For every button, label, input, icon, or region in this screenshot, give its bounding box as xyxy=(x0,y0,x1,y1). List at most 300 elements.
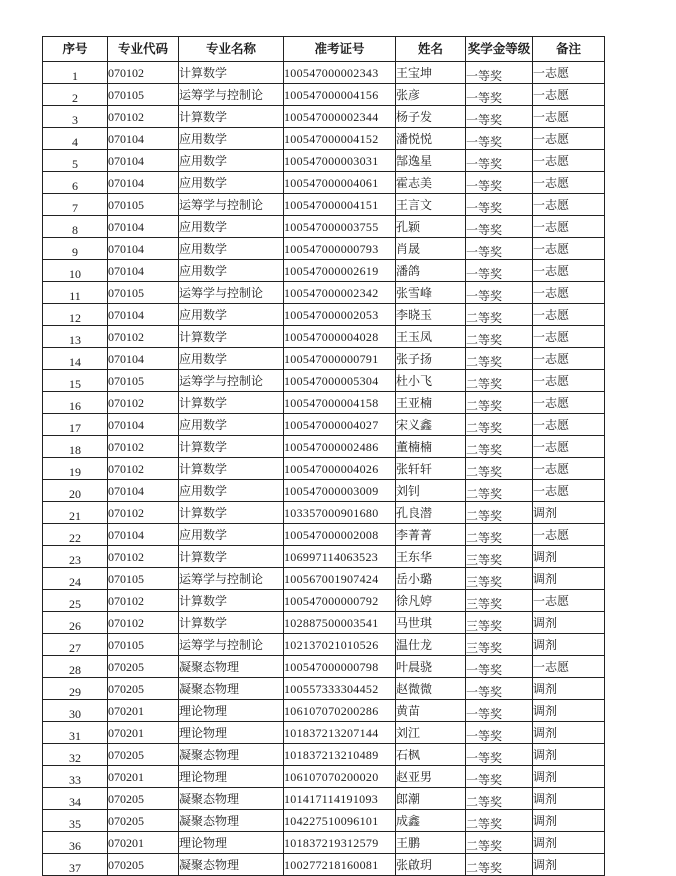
cell-code: 070104 xyxy=(108,480,179,502)
cell-name: 马世琪 xyxy=(396,612,466,634)
table-row xyxy=(43,106,605,128)
cell-remark: 一志愿 xyxy=(533,370,605,392)
cell-index: 8 xyxy=(43,216,108,238)
cell-code: 070102 xyxy=(108,612,179,634)
cell-scholarship: 二等奖 xyxy=(466,458,533,480)
cell-major: 应用数学 xyxy=(179,348,284,370)
table-row xyxy=(43,788,605,810)
table-row xyxy=(43,84,605,106)
cell-name: 王鹏 xyxy=(396,832,466,854)
cell-name: 郎潮 xyxy=(396,788,466,810)
cell-code: 070201 xyxy=(108,722,179,744)
cell-index: 22 xyxy=(43,524,108,546)
cell-code: 070104 xyxy=(108,150,179,172)
cell-exam-no: 100547000004152 xyxy=(284,128,396,150)
cell-name: 石枫 xyxy=(396,744,466,766)
cell-scholarship: 一等奖 xyxy=(466,656,533,678)
cell-major: 应用数学 xyxy=(179,150,284,172)
cell-scholarship: 一等奖 xyxy=(466,84,533,106)
cell-major: 应用数学 xyxy=(179,480,284,502)
cell-code: 070201 xyxy=(108,700,179,722)
cell-code: 070205 xyxy=(108,788,179,810)
cell-exam-no: 100547000003755 xyxy=(284,216,396,238)
cell-scholarship: 一等奖 xyxy=(466,194,533,216)
cell-scholarship: 三等奖 xyxy=(466,590,533,612)
table-row xyxy=(43,194,605,216)
cell-code: 070205 xyxy=(108,810,179,832)
cell-exam-no: 100547000002343 xyxy=(284,62,396,84)
cell-name: 成鑫 xyxy=(396,810,466,832)
cell-remark: 调剂 xyxy=(533,678,605,700)
cell-index: 3 xyxy=(43,106,108,128)
table-row xyxy=(43,128,605,150)
cell-remark: 一志愿 xyxy=(533,436,605,458)
cell-scholarship: 二等奖 xyxy=(466,348,533,370)
table-row xyxy=(43,150,605,172)
cell-major: 应用数学 xyxy=(179,172,284,194)
cell-remark: 一志愿 xyxy=(533,656,605,678)
cell-name: 宋义鑫 xyxy=(396,414,466,436)
cell-exam-no: 104227510096101 xyxy=(284,810,396,832)
cell-major: 理论物理 xyxy=(179,722,284,744)
cell-name: 潘鸽 xyxy=(396,260,466,282)
table-row xyxy=(43,392,605,414)
cell-scholarship: 二等奖 xyxy=(466,854,533,876)
cell-code: 070104 xyxy=(108,128,179,150)
cell-code: 070102 xyxy=(108,392,179,414)
cell-major: 运筹学与控制论 xyxy=(179,634,284,656)
cell-major: 理论物理 xyxy=(179,700,284,722)
cell-code: 070201 xyxy=(108,832,179,854)
cell-exam-no: 100547000002053 xyxy=(284,304,396,326)
table-row xyxy=(43,722,605,744)
cell-scholarship: 一等奖 xyxy=(466,106,533,128)
cell-remark: 一志愿 xyxy=(533,150,605,172)
cell-name: 肖晟 xyxy=(396,238,466,260)
table-row xyxy=(43,370,605,392)
cell-exam-no: 100547000004156 xyxy=(284,84,396,106)
cell-index: 15 xyxy=(43,370,108,392)
table-body xyxy=(43,62,605,876)
cell-major: 运筹学与控制论 xyxy=(179,84,284,106)
cell-index: 1 xyxy=(43,62,108,84)
table-row xyxy=(43,524,605,546)
cell-remark: 调剂 xyxy=(533,546,605,568)
cell-scholarship: 一等奖 xyxy=(466,150,533,172)
cell-name: 张子扬 xyxy=(396,348,466,370)
cell-exam-no: 100547000000792 xyxy=(284,590,396,612)
table-row xyxy=(43,480,605,502)
cell-remark: 一志愿 xyxy=(533,128,605,150)
cell-major: 计算数学 xyxy=(179,458,284,480)
header-exam_no: 准考证号 xyxy=(284,37,396,62)
cell-exam-no: 100547000000798 xyxy=(284,656,396,678)
cell-index: 7 xyxy=(43,194,108,216)
table-row xyxy=(43,282,605,304)
cell-exam-no: 106997114063523 xyxy=(284,546,396,568)
cell-exam-no: 102887500003541 xyxy=(284,612,396,634)
cell-index: 21 xyxy=(43,502,108,524)
cell-name: 潘悦悦 xyxy=(396,128,466,150)
cell-code: 070102 xyxy=(108,106,179,128)
cell-major: 凝聚态物理 xyxy=(179,854,284,876)
cell-name: 徐凡婷 xyxy=(396,590,466,612)
cell-scholarship: 二等奖 xyxy=(466,414,533,436)
cell-index: 37 xyxy=(43,854,108,876)
cell-major: 运筹学与控制论 xyxy=(179,568,284,590)
cell-name: 孔颖 xyxy=(396,216,466,238)
cell-exam-no: 100547000004028 xyxy=(284,326,396,348)
cell-scholarship: 二等奖 xyxy=(466,304,533,326)
cell-index: 32 xyxy=(43,744,108,766)
cell-scholarship: 一等奖 xyxy=(466,722,533,744)
cell-index: 4 xyxy=(43,128,108,150)
cell-code: 070205 xyxy=(108,678,179,700)
cell-name: 黄苗 xyxy=(396,700,466,722)
cell-exam-no: 100547000004158 xyxy=(284,392,396,414)
cell-remark: 一志愿 xyxy=(533,282,605,304)
cell-remark: 调剂 xyxy=(533,810,605,832)
cell-index: 13 xyxy=(43,326,108,348)
cell-exam-no: 101837213210489 xyxy=(284,744,396,766)
cell-name: 温仕龙 xyxy=(396,634,466,656)
cell-remark: 调剂 xyxy=(533,700,605,722)
table-row xyxy=(43,216,605,238)
cell-exam-no: 106107070200020 xyxy=(284,766,396,788)
table-row xyxy=(43,458,605,480)
cell-remark: 一志愿 xyxy=(533,194,605,216)
cell-major: 理论物理 xyxy=(179,766,284,788)
cell-exam-no: 100547000004027 xyxy=(284,414,396,436)
cell-name: 王言文 xyxy=(396,194,466,216)
cell-remark: 一志愿 xyxy=(533,458,605,480)
cell-name: 王东华 xyxy=(396,546,466,568)
cell-name: 张雪峰 xyxy=(396,282,466,304)
cell-scholarship: 二等奖 xyxy=(466,832,533,854)
table-row xyxy=(43,612,605,634)
cell-exam-no: 106107070200286 xyxy=(284,700,396,722)
cell-remark: 一志愿 xyxy=(533,84,605,106)
cell-major: 计算数学 xyxy=(179,106,284,128)
cell-code: 070104 xyxy=(108,260,179,282)
cell-index: 9 xyxy=(43,238,108,260)
cell-code: 070102 xyxy=(108,326,179,348)
cell-code: 070105 xyxy=(108,282,179,304)
cell-index: 23 xyxy=(43,546,108,568)
cell-exam-no: 101837213207144 xyxy=(284,722,396,744)
cell-index: 34 xyxy=(43,788,108,810)
cell-remark: 一志愿 xyxy=(533,326,605,348)
scholarship-roster-table xyxy=(42,36,605,876)
cell-index: 10 xyxy=(43,260,108,282)
cell-exam-no: 100547000000793 xyxy=(284,238,396,260)
cell-exam-no: 100547000002342 xyxy=(284,282,396,304)
table-row xyxy=(43,656,605,678)
cell-scholarship: 二等奖 xyxy=(466,810,533,832)
header-code: 专业代码 xyxy=(108,37,179,62)
cell-scholarship: 三等奖 xyxy=(466,568,533,590)
table-row xyxy=(43,744,605,766)
cell-scholarship: 一等奖 xyxy=(466,744,533,766)
table-row xyxy=(43,568,605,590)
cell-major: 运筹学与控制论 xyxy=(179,282,284,304)
header-remark: 备注 xyxy=(533,37,605,62)
cell-index: 14 xyxy=(43,348,108,370)
cell-scholarship: 一等奖 xyxy=(466,238,533,260)
cell-index: 36 xyxy=(43,832,108,854)
cell-major: 理论物理 xyxy=(179,832,284,854)
cell-exam-no: 100547000003009 xyxy=(284,480,396,502)
cell-major: 计算数学 xyxy=(179,326,284,348)
table-row xyxy=(43,172,605,194)
cell-name: 杨子发 xyxy=(396,106,466,128)
cell-name: 李菁菁 xyxy=(396,524,466,546)
cell-remark: 一志愿 xyxy=(533,62,605,84)
cell-exam-no: 100277218160081 xyxy=(284,854,396,876)
cell-remark: 一志愿 xyxy=(533,524,605,546)
cell-scholarship: 一等奖 xyxy=(466,678,533,700)
cell-name: 赵亚男 xyxy=(396,766,466,788)
cell-name: 董楠楠 xyxy=(396,436,466,458)
cell-scholarship: 二等奖 xyxy=(466,502,533,524)
cell-remark: 调剂 xyxy=(533,722,605,744)
table-row xyxy=(43,326,605,348)
cell-index: 5 xyxy=(43,150,108,172)
cell-exam-no: 100557333304452 xyxy=(284,678,396,700)
cell-exam-no: 101837219312579 xyxy=(284,832,396,854)
cell-scholarship: 二等奖 xyxy=(466,788,533,810)
cell-index: 30 xyxy=(43,700,108,722)
cell-scholarship: 一等奖 xyxy=(466,766,533,788)
cell-scholarship: 一等奖 xyxy=(466,260,533,282)
header-row xyxy=(43,37,605,62)
table-row xyxy=(43,854,605,876)
cell-major: 计算数学 xyxy=(179,546,284,568)
cell-exam-no: 100547000002344 xyxy=(284,106,396,128)
cell-code: 070102 xyxy=(108,62,179,84)
cell-major: 应用数学 xyxy=(179,304,284,326)
cell-major: 计算数学 xyxy=(179,502,284,524)
cell-scholarship: 三等奖 xyxy=(466,612,533,634)
cell-code: 070105 xyxy=(108,568,179,590)
cell-index: 6 xyxy=(43,172,108,194)
cell-exam-no: 100547000005304 xyxy=(284,370,396,392)
cell-code: 070102 xyxy=(108,590,179,612)
cell-remark: 调剂 xyxy=(533,568,605,590)
cell-index: 26 xyxy=(43,612,108,634)
cell-name: 张轩轩 xyxy=(396,458,466,480)
cell-index: 20 xyxy=(43,480,108,502)
cell-index: 17 xyxy=(43,414,108,436)
cell-exam-no: 100547000002619 xyxy=(284,260,396,282)
cell-exam-no: 100547000004026 xyxy=(284,458,396,480)
cell-name: 刘江 xyxy=(396,722,466,744)
cell-index: 2 xyxy=(43,84,108,106)
cell-major: 计算数学 xyxy=(179,392,284,414)
cell-major: 应用数学 xyxy=(179,238,284,260)
cell-major: 运筹学与控制论 xyxy=(179,370,284,392)
cell-code: 070104 xyxy=(108,216,179,238)
cell-remark: 一志愿 xyxy=(533,480,605,502)
cell-index: 28 xyxy=(43,656,108,678)
cell-remark: 一志愿 xyxy=(533,414,605,436)
cell-exam-no: 100547000002486 xyxy=(284,436,396,458)
cell-index: 31 xyxy=(43,722,108,744)
cell-index: 19 xyxy=(43,458,108,480)
cell-scholarship: 二等奖 xyxy=(466,326,533,348)
cell-remark: 调剂 xyxy=(533,634,605,656)
cell-index: 16 xyxy=(43,392,108,414)
cell-remark: 一志愿 xyxy=(533,392,605,414)
cell-remark: 一志愿 xyxy=(533,106,605,128)
cell-exam-no: 101417114191093 xyxy=(284,788,396,810)
cell-code: 070104 xyxy=(108,524,179,546)
cell-remark: 调剂 xyxy=(533,766,605,788)
cell-name: 张彦 xyxy=(396,84,466,106)
cell-exam-no: 100547000004151 xyxy=(284,194,396,216)
table-row xyxy=(43,832,605,854)
cell-exam-no: 100567001907424 xyxy=(284,568,396,590)
cell-code: 070104 xyxy=(108,304,179,326)
cell-code: 070102 xyxy=(108,546,179,568)
cell-major: 凝聚态物理 xyxy=(179,678,284,700)
table-row xyxy=(43,238,605,260)
cell-index: 18 xyxy=(43,436,108,458)
header-scholarship: 奖学金等级 xyxy=(466,37,533,62)
cell-code: 070104 xyxy=(108,348,179,370)
cell-exam-no: 100547000003031 xyxy=(284,150,396,172)
cell-code: 070205 xyxy=(108,744,179,766)
cell-name: 岳小璐 xyxy=(396,568,466,590)
cell-index: 25 xyxy=(43,590,108,612)
cell-remark: 一志愿 xyxy=(533,590,605,612)
cell-scholarship: 一等奖 xyxy=(466,62,533,84)
table-row xyxy=(43,634,605,656)
cell-major: 应用数学 xyxy=(179,414,284,436)
cell-major: 计算数学 xyxy=(179,436,284,458)
cell-code: 070105 xyxy=(108,370,179,392)
cell-index: 12 xyxy=(43,304,108,326)
cell-code: 070205 xyxy=(108,656,179,678)
cell-remark: 一志愿 xyxy=(533,172,605,194)
cell-remark: 一志愿 xyxy=(533,238,605,260)
cell-name: 赵微微 xyxy=(396,678,466,700)
cell-name: 孔良潜 xyxy=(396,502,466,524)
cell-scholarship: 一等奖 xyxy=(466,282,533,304)
table-row xyxy=(43,414,605,436)
cell-code: 070102 xyxy=(108,502,179,524)
cell-remark: 一志愿 xyxy=(533,260,605,282)
cell-code: 070104 xyxy=(108,238,179,260)
cell-major: 计算数学 xyxy=(179,612,284,634)
cell-index: 35 xyxy=(43,810,108,832)
table-row xyxy=(43,766,605,788)
cell-code: 070104 xyxy=(108,414,179,436)
cell-remark: 调剂 xyxy=(533,854,605,876)
table-header xyxy=(43,37,605,62)
cell-name: 李晓玉 xyxy=(396,304,466,326)
table-row xyxy=(43,62,605,84)
cell-index: 24 xyxy=(43,568,108,590)
cell-exam-no: 100547000004061 xyxy=(284,172,396,194)
cell-name: 刘钊 xyxy=(396,480,466,502)
header-name: 姓名 xyxy=(396,37,466,62)
cell-remark: 调剂 xyxy=(533,612,605,634)
cell-major: 凝聚态物理 xyxy=(179,788,284,810)
table-row xyxy=(43,678,605,700)
table-row xyxy=(43,810,605,832)
cell-remark: 调剂 xyxy=(533,502,605,524)
cell-scholarship: 一等奖 xyxy=(466,172,533,194)
table-row xyxy=(43,348,605,370)
table-row xyxy=(43,546,605,568)
table-row xyxy=(43,502,605,524)
cell-name: 霍志美 xyxy=(396,172,466,194)
cell-index: 11 xyxy=(43,282,108,304)
cell-name: 王宝坤 xyxy=(396,62,466,84)
cell-remark: 调剂 xyxy=(533,788,605,810)
cell-name: 杜小飞 xyxy=(396,370,466,392)
cell-code: 070205 xyxy=(108,854,179,876)
cell-code: 070102 xyxy=(108,458,179,480)
cell-name: 王亚楠 xyxy=(396,392,466,414)
cell-major: 计算数学 xyxy=(179,590,284,612)
cell-exam-no: 102137021010526 xyxy=(284,634,396,656)
cell-code: 070105 xyxy=(108,84,179,106)
cell-scholarship: 三等奖 xyxy=(466,546,533,568)
cell-major: 计算数学 xyxy=(179,62,284,84)
cell-remark: 调剂 xyxy=(533,832,605,854)
cell-major: 应用数学 xyxy=(179,128,284,150)
table-row xyxy=(43,304,605,326)
cell-scholarship: 一等奖 xyxy=(466,700,533,722)
cell-major: 凝聚态物理 xyxy=(179,744,284,766)
table-row xyxy=(43,260,605,282)
table-row xyxy=(43,436,605,458)
cell-scholarship: 二等奖 xyxy=(466,524,533,546)
cell-scholarship: 一等奖 xyxy=(466,128,533,150)
cell-major: 运筹学与控制论 xyxy=(179,194,284,216)
cell-major: 应用数学 xyxy=(179,216,284,238)
cell-code: 070102 xyxy=(108,436,179,458)
cell-major: 凝聚态物理 xyxy=(179,656,284,678)
cell-name: 王玉凤 xyxy=(396,326,466,348)
table-row xyxy=(43,700,605,722)
cell-name: 郜逸星 xyxy=(396,150,466,172)
cell-remark: 调剂 xyxy=(533,744,605,766)
cell-code: 070104 xyxy=(108,172,179,194)
cell-index: 33 xyxy=(43,766,108,788)
cell-code: 070105 xyxy=(108,194,179,216)
cell-exam-no: 103357000901680 xyxy=(284,502,396,524)
cell-code: 070201 xyxy=(108,766,179,788)
cell-index: 27 xyxy=(43,634,108,656)
cell-major: 应用数学 xyxy=(179,260,284,282)
cell-scholarship: 二等奖 xyxy=(466,370,533,392)
cell-remark: 一志愿 xyxy=(533,348,605,370)
cell-scholarship: 二等奖 xyxy=(466,436,533,458)
cell-scholarship: 二等奖 xyxy=(466,392,533,414)
header-major: 专业名称 xyxy=(179,37,284,62)
cell-exam-no: 100547000002008 xyxy=(284,524,396,546)
cell-name: 叶晨骁 xyxy=(396,656,466,678)
cell-code: 070105 xyxy=(108,634,179,656)
cell-scholarship: 二等奖 xyxy=(466,480,533,502)
cell-scholarship: 三等奖 xyxy=(466,634,533,656)
cell-major: 应用数学 xyxy=(179,524,284,546)
cell-name: 张啟玥 xyxy=(396,854,466,876)
header-index: 序号 xyxy=(43,37,108,62)
